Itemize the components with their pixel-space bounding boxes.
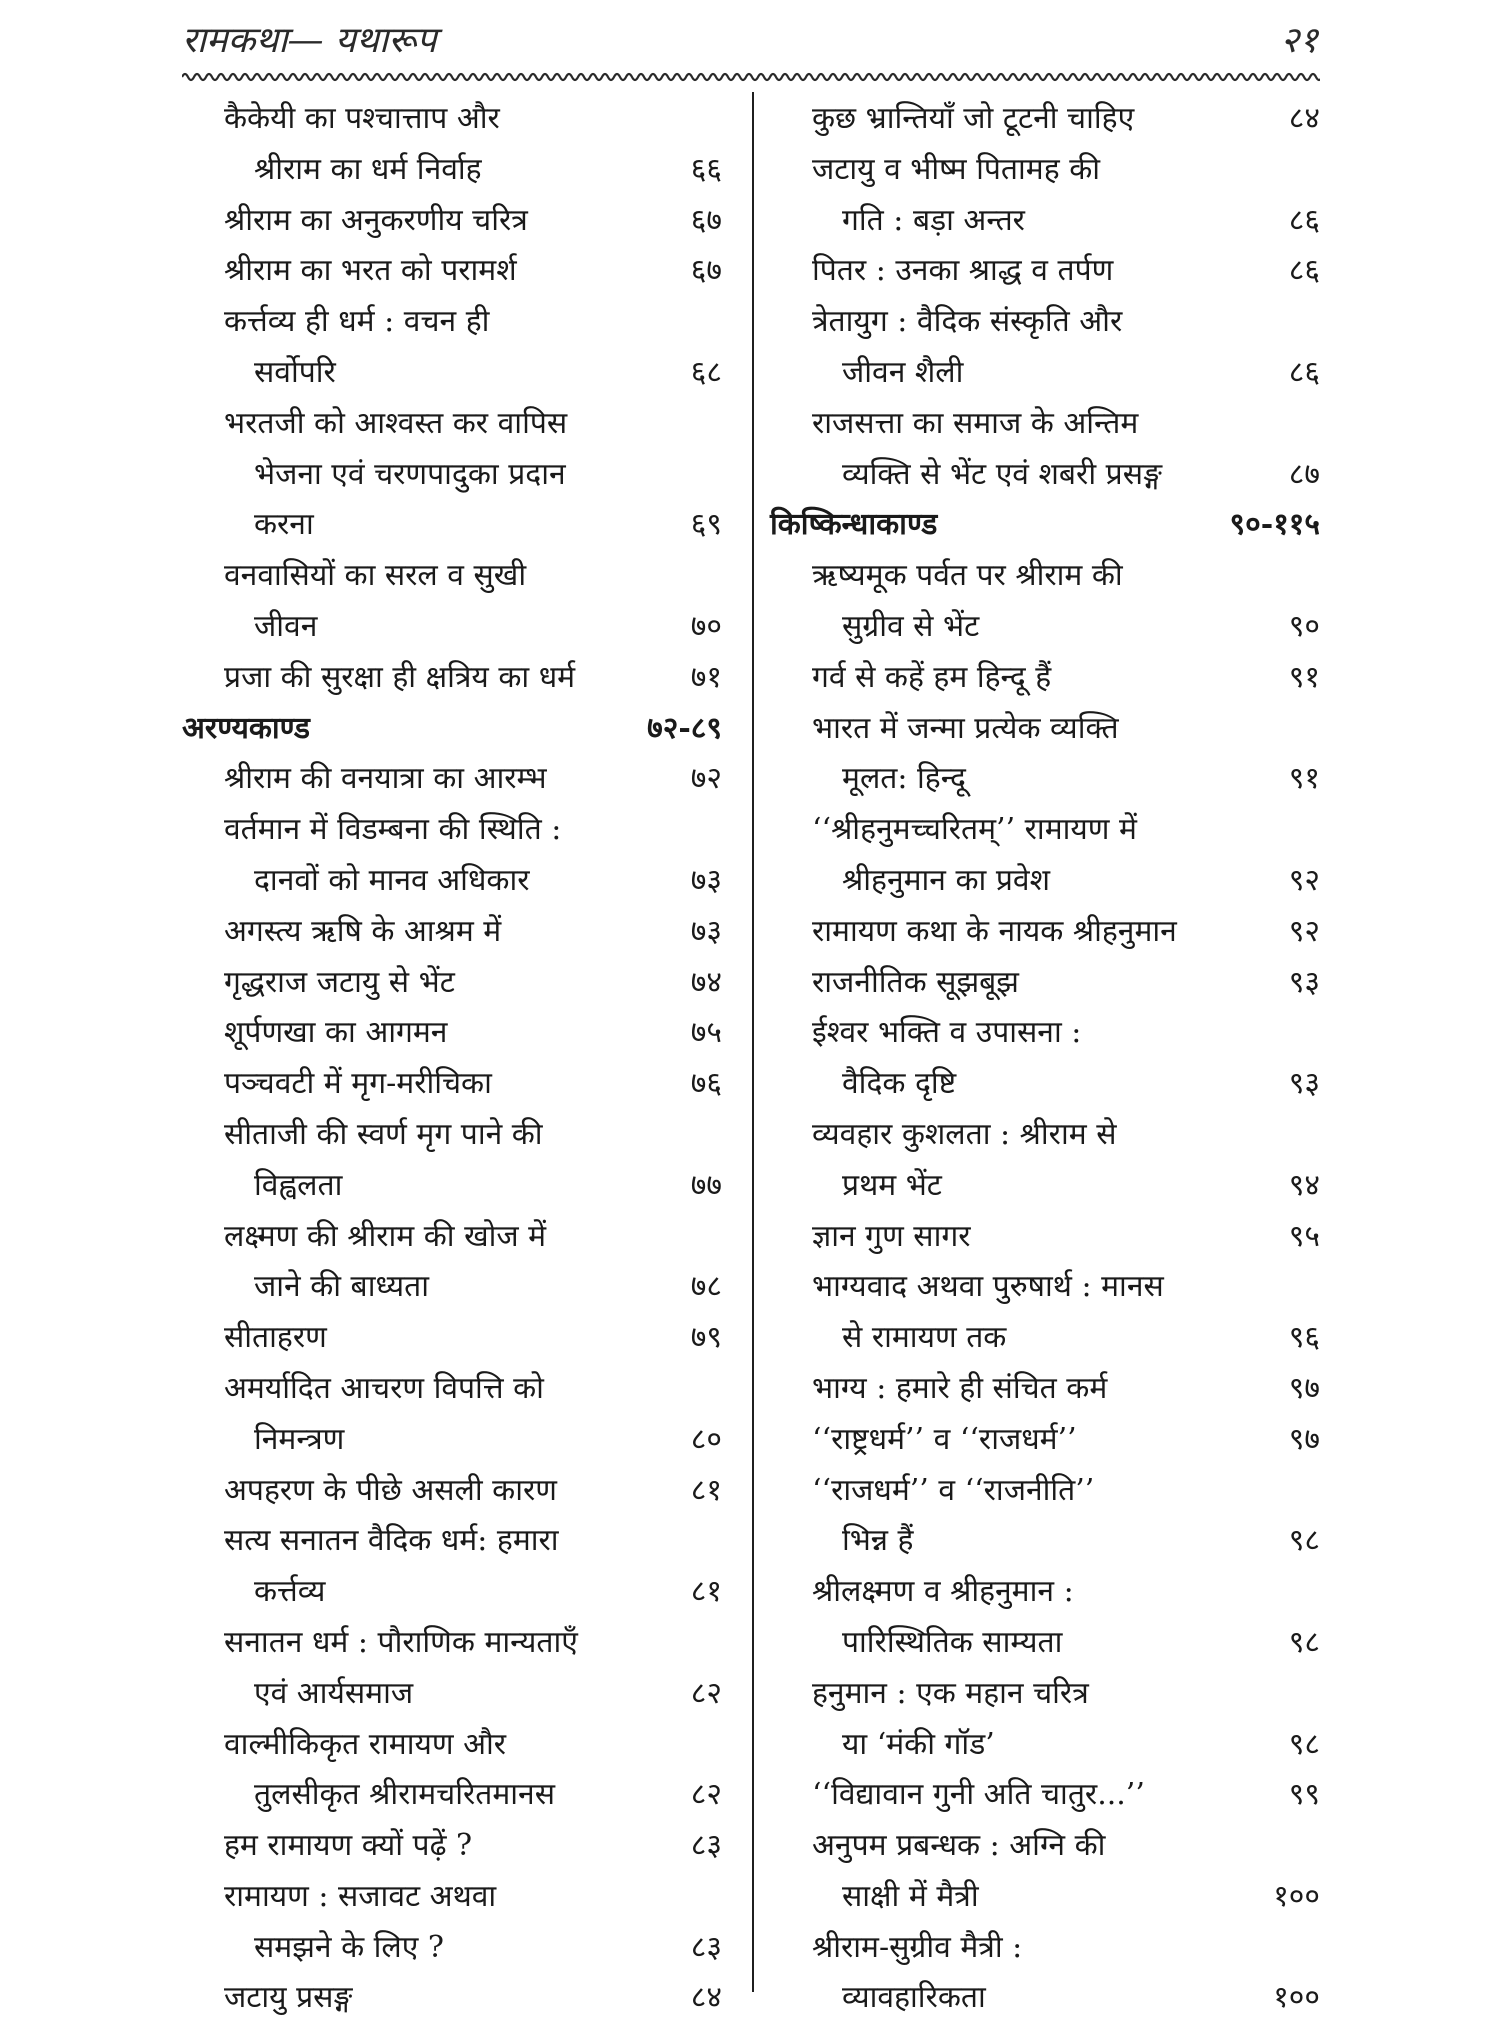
toc-entry-title: गृद्धराज जटायु से भेंट <box>224 964 455 1000</box>
toc-entry-page: ६८ <box>690 354 722 390</box>
toc-entry-line <box>770 399 1320 450</box>
toc-entry-page: ७२ <box>690 761 722 797</box>
section-title: किष्किन्धाकाण्ड <box>770 507 938 543</box>
toc-entry-title: सुग्रीव से भेंट <box>842 608 980 644</box>
toc-entry-title: जीवन <box>254 608 318 644</box>
toc-entry-title: सीताजी की स्वर्ण मृग पाने की <box>224 1116 543 1152</box>
toc-entry-line <box>182 1720 722 1771</box>
section-heading <box>770 500 1320 551</box>
toc-entry-line <box>182 94 722 145</box>
toc-entry-line <box>770 754 1320 805</box>
toc-entry-line <box>182 1364 722 1415</box>
section-page-range: ७२-८९ <box>647 710 722 746</box>
toc-entry-line <box>770 1720 1320 1771</box>
toc-entry-page: ७१ <box>690 659 722 695</box>
toc-entry-page: ८४ <box>690 1980 722 2016</box>
column-divider <box>752 92 754 1992</box>
toc-entry-line <box>182 1973 722 2024</box>
toc-entry-title: सीताहरण <box>224 1320 327 1356</box>
toc-entry-title: ‘‘श्रीहनुमच्चरितम्’’ रामायण में <box>812 812 1137 848</box>
toc-entry-title: व्यक्ति से भेंट एवं शबरी प्रसङ्ग <box>842 456 1162 492</box>
page-number: २१ <box>1280 20 1318 61</box>
toc-entry-page: ९८ <box>1288 1523 1320 1559</box>
toc-entry-page: ७० <box>690 608 722 644</box>
toc-entry-line <box>182 856 722 907</box>
toc-entry-line <box>182 297 722 348</box>
toc-entry-line <box>182 500 722 551</box>
toc-left-column <box>182 94 722 2024</box>
toc-entry-title: कर्त्तव्य <box>254 1574 326 1610</box>
toc-entry-title: जटायु प्रसङ्ग <box>224 1980 353 2016</box>
toc-entry-line <box>770 958 1320 1009</box>
toc-entry-line <box>182 805 722 856</box>
toc-entry-title: हम रामायण क्यों पढ़ें ? <box>224 1828 473 1864</box>
toc-entry-title: ऋष्यमूक पर्वत पर श्रीराम की <box>812 558 1123 594</box>
toc-entry-line <box>770 450 1320 501</box>
toc-entry-title: लक्ष्मण की श्रीराम की खोज में <box>224 1218 547 1254</box>
toc-entry-line <box>182 196 722 247</box>
toc-entry-title: सनातन धर्म : पौराणिक मान्यताएँ <box>224 1624 578 1660</box>
toc-entry-title: या ‘मंकी गॉड’ <box>842 1726 995 1762</box>
toc-entry-title: ज्ञान गुण सागर <box>812 1218 971 1254</box>
toc-entry-line <box>182 958 722 1009</box>
toc-entry-page: ९८ <box>1288 1726 1320 1762</box>
toc-entry-line <box>182 1110 722 1161</box>
toc-entry-title: कर्त्तव्य ही धर्म : वचन ही <box>224 304 490 340</box>
toc-entry-title: करना <box>254 507 314 543</box>
toc-entry-line <box>182 1415 722 1466</box>
toc-entry-line <box>182 145 722 196</box>
toc-entry-title: रामायण कथा के नायक श्रीहनुमान <box>812 913 1177 949</box>
toc-entry-page: ७६ <box>690 1066 722 1102</box>
toc-entry-title: वैदिक दृष्टि <box>842 1066 957 1102</box>
toc-entry-line <box>182 551 722 602</box>
toc-entry-title: विह्वलता <box>254 1167 343 1203</box>
toc-entry-page: ९२ <box>1288 862 1320 898</box>
toc-entry-title: एवं आर्यसमाज <box>254 1675 414 1711</box>
toc-entry-title: अगस्त्य ऋषि के आश्रम में <box>224 913 502 949</box>
toc-entry-title: श्रीराम की वनयात्रा का आरम्भ <box>224 761 547 797</box>
toc-entry-line <box>182 450 722 501</box>
toc-entry-title: वाल्मीकिकृत रामायण और <box>224 1726 507 1762</box>
toc-entry-title: राजसत्ता का समाज के अन्तिम <box>812 405 1139 441</box>
toc-entry-line <box>182 754 722 805</box>
toc-entry-title: जीवन शैली <box>842 354 964 390</box>
section-heading <box>182 704 722 755</box>
toc-entry-page: ७७ <box>690 1167 722 1203</box>
toc-entry-title: व्यवहार कुशलता : श्रीराम से <box>812 1116 1117 1152</box>
toc-entry-line <box>770 1516 1320 1567</box>
toc-entry-title: वनवासियों का सरल व सुखी <box>224 558 527 594</box>
toc-entry-title: शूर्पणखा का आगमन <box>224 1015 448 1051</box>
toc-entry-line <box>770 297 1320 348</box>
toc-entry-line <box>770 196 1320 247</box>
toc-entry-page: ९५ <box>1288 1218 1320 1254</box>
toc-entry-title: श्रीराम का धर्म निर्वाह <box>254 151 482 187</box>
toc-entry-line <box>182 1567 722 1618</box>
toc-entry-line <box>182 653 722 704</box>
toc-entry-line <box>770 1059 1320 1110</box>
toc-entry-line <box>770 856 1320 907</box>
toc-entry-title: हनुमान : एक महान चरित्र <box>812 1675 1089 1711</box>
toc-entry-line <box>770 1415 1320 1466</box>
toc-entry-line <box>770 1973 1320 2024</box>
toc-entry-title: भिन्न हैं <box>842 1523 914 1559</box>
toc-entry-line <box>182 348 722 399</box>
toc-entry-title: पञ्चवटी में मृग-मरीचिका <box>224 1066 492 1102</box>
toc-entry-line <box>770 805 1320 856</box>
toc-entry-title: भरतजी को आश्वस्त कर वापिस <box>224 405 568 441</box>
header-wavy-rule <box>182 70 1320 84</box>
toc-entry-title: त्रेतायुग : वैदिक संस्कृति और <box>812 304 1123 340</box>
toc-entry-page: ९१ <box>1288 659 1320 695</box>
toc-entry-title: व्यावहारिकता <box>842 1980 986 2016</box>
toc-entry-title: वर्तमान में विडम्बना की स्थिति : <box>224 812 562 848</box>
toc-entry-page: ७४ <box>690 964 722 1000</box>
toc-entry-line <box>182 1212 722 1263</box>
toc-entry-page: ९९ <box>1288 1777 1320 1813</box>
toc-entry-title: श्रीराम का भरत को परामर्श <box>224 253 517 289</box>
toc-entry-line <box>182 1669 722 1720</box>
toc-entry-line <box>770 1466 1320 1517</box>
toc-entry-line <box>182 1262 722 1313</box>
toc-entry-title: श्रीलक्ष्मण व श्रीहनुमान : <box>812 1574 1074 1610</box>
toc-entry-page: ८६ <box>1288 202 1320 238</box>
toc-entry-line <box>770 145 1320 196</box>
running-title: रामकथा— यथारूप <box>182 20 437 61</box>
toc-entry-title: साक्षी में मैत्री <box>842 1878 979 1914</box>
toc-entry-page: ६६ <box>690 151 722 187</box>
toc-entry-line <box>182 1618 722 1669</box>
toc-entry-page: ८३ <box>690 1929 722 1965</box>
toc-entry-title: श्रीराम-सुग्रीव मैत्री : <box>812 1929 1023 1965</box>
toc-entry-title: से रामायण तक <box>842 1320 1007 1356</box>
toc-entry-line <box>770 1872 1320 1923</box>
toc-entry-title: राजनीतिक सूझबूझ <box>812 964 1019 1000</box>
toc-entry-page: ९८ <box>1288 1624 1320 1660</box>
toc-entry-line <box>182 1923 722 1974</box>
toc-entry-line <box>182 602 722 653</box>
toc-entry-page: ९३ <box>1288 964 1320 1000</box>
toc-entry-title: भाग्य : हमारे ही संचित कर्म <box>812 1370 1108 1406</box>
toc-entry-title: अमर्यादित आचरण विपत्ति को <box>224 1370 544 1406</box>
toc-right-column <box>770 94 1320 2024</box>
toc-entry-line <box>770 1212 1320 1263</box>
toc-entry-line <box>770 653 1320 704</box>
toc-entry-page: ९१ <box>1288 761 1320 797</box>
toc-entry-line <box>182 399 722 450</box>
section-title: अरण्यकाण्ड <box>182 710 310 746</box>
toc-entry-title: ‘‘विद्यावान गुनी अति चातुर...’’ <box>812 1777 1145 1813</box>
toc-entry-line <box>770 1669 1320 1720</box>
toc-entry-page: ७३ <box>690 913 722 949</box>
toc-entry-line <box>770 1770 1320 1821</box>
toc-entry-line <box>770 1161 1320 1212</box>
toc-entry-title: श्रीहनुमान का प्रवेश <box>842 862 1050 898</box>
toc-entry-line <box>770 94 1320 145</box>
toc-entry-line <box>770 704 1320 755</box>
toc-entry-title: निमन्त्रण <box>254 1421 345 1457</box>
section-page-range: ९०-११५ <box>1229 507 1320 543</box>
toc-entry-line <box>182 1770 722 1821</box>
toc-entry-line <box>182 1821 722 1872</box>
toc-entry-title: भारत में जन्मा प्रत्येक व्यक्ति <box>812 710 1119 746</box>
toc-entry-line <box>770 1364 1320 1415</box>
toc-entry-line <box>182 1516 722 1567</box>
toc-entry-line <box>182 907 722 958</box>
toc-entry-title: प्रथम भेंट <box>842 1167 942 1203</box>
toc-entry-line <box>182 1008 722 1059</box>
toc-entry-title: गर्व से कहें हम हिन्दू हैं <box>812 659 1052 695</box>
toc-entry-line <box>770 551 1320 602</box>
toc-entry-title: समझने के लिए ? <box>254 1929 444 1965</box>
toc-entry-page: ९३ <box>1288 1066 1320 1102</box>
toc-entry-line <box>770 1567 1320 1618</box>
toc-entry-page: ६७ <box>690 253 722 289</box>
toc-entry-page: ८१ <box>690 1472 722 1508</box>
toc-entry-title: ‘‘राष्ट्रधर्म’’ व ‘‘राजधर्म’’ <box>812 1421 1077 1457</box>
toc-entry-line <box>770 907 1320 958</box>
toc-entry-line <box>182 1161 722 1212</box>
toc-entry-page: ९७ <box>1288 1370 1320 1406</box>
toc-entry-line <box>182 1872 722 1923</box>
toc-entry-page: ८४ <box>1288 101 1320 136</box>
toc-entry-title: जटायु व भीष्म पितामह की <box>812 151 1101 187</box>
toc-entry-title: भाग्यवाद अथवा पुरुषार्थ : मानस <box>812 1269 1164 1305</box>
toc-entry-page: ६९ <box>690 507 722 543</box>
toc-entry-page: ८३ <box>690 1828 722 1864</box>
toc-entry-title: मूलत: हिन्दू <box>842 761 966 797</box>
toc-entry-page: ८० <box>690 1421 722 1457</box>
toc-entry-page: ८२ <box>690 1675 722 1711</box>
toc-entry-title: कैकेयी का पश्चात्ताप और <box>224 101 500 136</box>
toc-entry-title: ‘‘राजधर्म’’ व ‘‘राजनीति’’ <box>812 1472 1095 1508</box>
toc-entry-page: ८६ <box>1288 354 1320 390</box>
toc-entry-line <box>770 1821 1320 1872</box>
toc-entry-title: रामायण : सजावट अथवा <box>224 1878 497 1914</box>
toc-entry-line <box>770 1618 1320 1669</box>
toc-entry-title: श्रीराम का अनुकरणीय चरित्र <box>224 202 528 238</box>
toc-entry-line <box>770 348 1320 399</box>
toc-entry-line <box>770 1262 1320 1313</box>
toc-entry-page: १०० <box>1273 1980 1320 2016</box>
toc-entry-line <box>770 602 1320 653</box>
toc-entry-page: ८६ <box>1288 253 1320 289</box>
toc-entry-page: ९६ <box>1288 1320 1320 1356</box>
toc-entry-line <box>770 1313 1320 1364</box>
toc-entry-title: प्रजा की सुरक्षा ही क्षत्रिय का धर्म <box>224 659 576 695</box>
toc-entry-line <box>182 246 722 297</box>
toc-entry-page: ८१ <box>690 1574 722 1610</box>
toc-entry-line <box>182 1313 722 1364</box>
toc-entry-page: ६७ <box>690 202 722 238</box>
toc-entry-page: ९२ <box>1288 913 1320 949</box>
toc-entry-title: पितर : उनका श्राद्ध व तर्पण <box>812 253 1114 289</box>
toc-entry-page: ८२ <box>690 1777 722 1813</box>
toc-entry-page: ७५ <box>690 1015 722 1051</box>
toc-entry-title: पारिस्थितिक साम्यता <box>842 1624 1063 1660</box>
toc-entry-title: सत्य सनातन वैदिक धर्म: हमारा <box>224 1523 559 1559</box>
toc-entry-title: कुछ भ्रान्तियाँ जो टूटनी चाहिए <box>812 101 1135 136</box>
toc-entry-page: ९७ <box>1288 1421 1320 1457</box>
toc-entry-line <box>770 246 1320 297</box>
toc-entry-line <box>182 1059 722 1110</box>
toc-entry-line <box>770 1110 1320 1161</box>
toc-entry-title: अपहरण के पीछे असली कारण <box>224 1472 557 1508</box>
toc-entry-title: दानवों को मानव अधिकार <box>254 862 530 898</box>
toc-entry-line <box>770 1923 1320 1974</box>
toc-entry-title: जाने की बाध्यता <box>254 1269 430 1305</box>
toc-entry-line <box>770 1008 1320 1059</box>
toc-entry-title: भेजना एवं चरणपादुका प्रदान <box>254 456 566 492</box>
toc-entry-title: गति : बड़ा अन्तर <box>842 202 1025 238</box>
toc-entry-line <box>182 1466 722 1517</box>
toc-entry-title: ईश्वर भक्ति व उपासना : <box>812 1015 1082 1051</box>
toc-entry-page: ७९ <box>690 1320 722 1356</box>
toc-entry-title: सर्वोपरि <box>254 354 336 390</box>
toc-entry-page: ७८ <box>690 1269 722 1305</box>
toc-entry-page: ९० <box>1288 608 1320 644</box>
toc-entry-page: ८७ <box>1288 456 1320 492</box>
toc-entry-title: तुलसीकृत श्रीरामचरितमानस <box>254 1777 555 1813</box>
toc-entry-page: ९४ <box>1288 1167 1320 1203</box>
toc-entry-title: अनुपम प्रबन्धक : अग्नि की <box>812 1828 1106 1864</box>
toc-entry-page: १०० <box>1273 1878 1320 1914</box>
toc-entry-page: ७३ <box>690 862 722 898</box>
